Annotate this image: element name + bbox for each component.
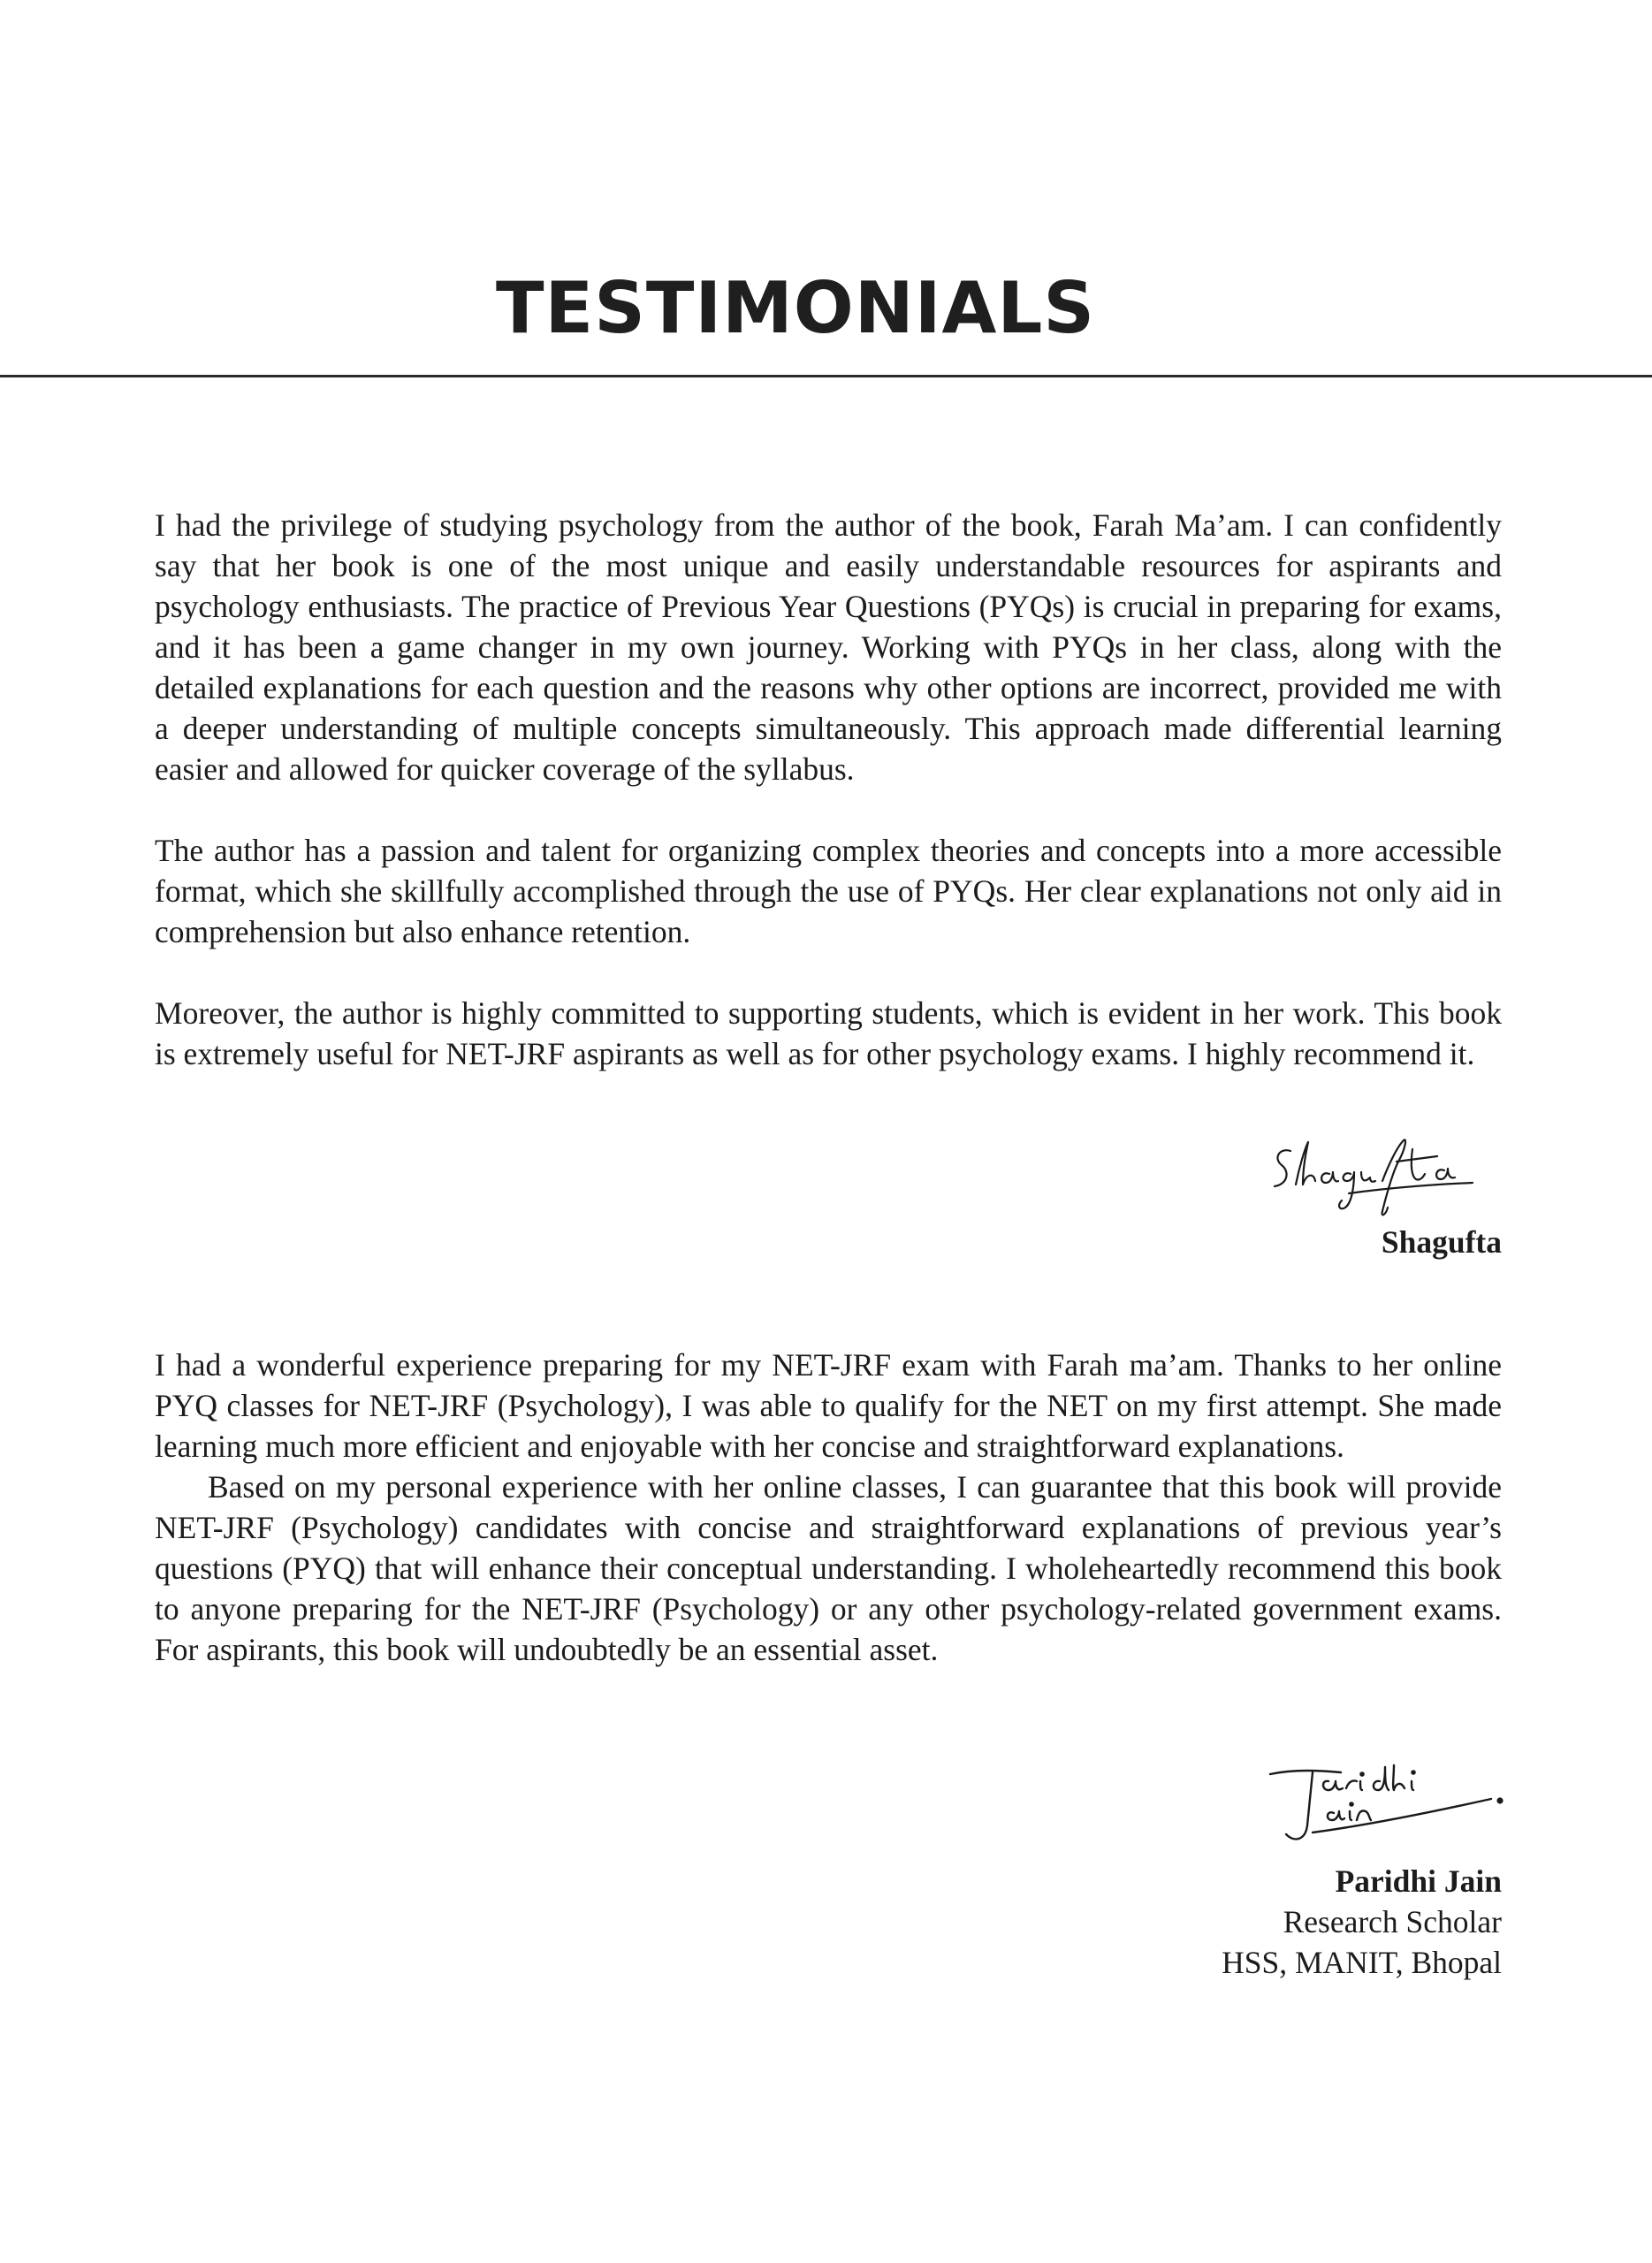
testimonial-1-name: Shagufta <box>1381 1224 1502 1260</box>
testimonial-2-affiliation: HSS, MANIT, Bhopal <box>1222 1945 1502 1980</box>
signature-paridhi-jain <box>1260 1755 1516 1852</box>
testimonial-2-body <box>155 1345 1502 1670</box>
testimonial-1-body <box>155 505 1502 1074</box>
testimonial-2-name: Paridhi Jain <box>1335 1863 1502 1899</box>
title-divider <box>0 375 1652 377</box>
testimonial-1-signoff <box>1382 1222 1502 1262</box>
testimonial-1-paragraph-3: Moreover, the author is highly committed to supporting students, which is evident in her work. This book is extremely useful for NET-JRF aspirants as well as for other psychology exams. I highly recommend it. <box>155 995 1502 1071</box>
testimonial-2-signoff <box>1222 1861 1502 1983</box>
testimonial-2-paragraph-2: Based on my personal experience with her online classes, I can guarantee that this book will provide NET-JRF (Psychology) candidates with concise and straightforward explanations of previous year’s questions (PYQ) that will enhance their conceptual understanding. I wholeheartedly recommend this book to anyone preparing for the NET-JRF (Psychology) or any other psychology-related government exams. For aspirants, this book will undoubtedly be an essential asset. <box>155 1469 1502 1667</box>
signature-shagufta <box>1264 1123 1485 1220</box>
testimonial-1-paragraph-1: I had the privilege of studying psychology from the author of the book, Farah Ma’am. I can confidently say that her book is one of the most unique and easily understandable resources for aspirants and psychology enthusiasts. The practice of Previous Year Questions (PYQs) is crucial in preparing for exams, and it has been a game changer in my own journey. Working with PYQs in her class, along with the detailed explanations for each question and the reasons why other options are incorrect, provided me with a deeper understanding of multiple concepts simultaneously. This approach made differential learning easier and allowed for quicker coverage of the syllabus. <box>155 507 1502 787</box>
page-title: TESTIMONIALS <box>495 267 1095 349</box>
testimonial-2-role: Research Scholar <box>1283 1904 1502 1939</box>
testimonial-2-paragraph-1: I had a wonderful experience preparing for my NET-JRF exam with Farah ma’am. Thanks to her online PYQ classes for NET-JRF (Psychology), I was able to qualify for the NET on my first attempt. She made learning much more efficient and enjoyable with her concise and straightforward explanations. <box>155 1347 1502 1464</box>
testimonial-1-paragraph-2: The author has a passion and talent for organizing complex theories and concepts into a more accessible format, which she skillfully accomplished through the use of PYQs. Her clear explanations not only aid in comprehension but also enhance retention. <box>155 833 1502 949</box>
